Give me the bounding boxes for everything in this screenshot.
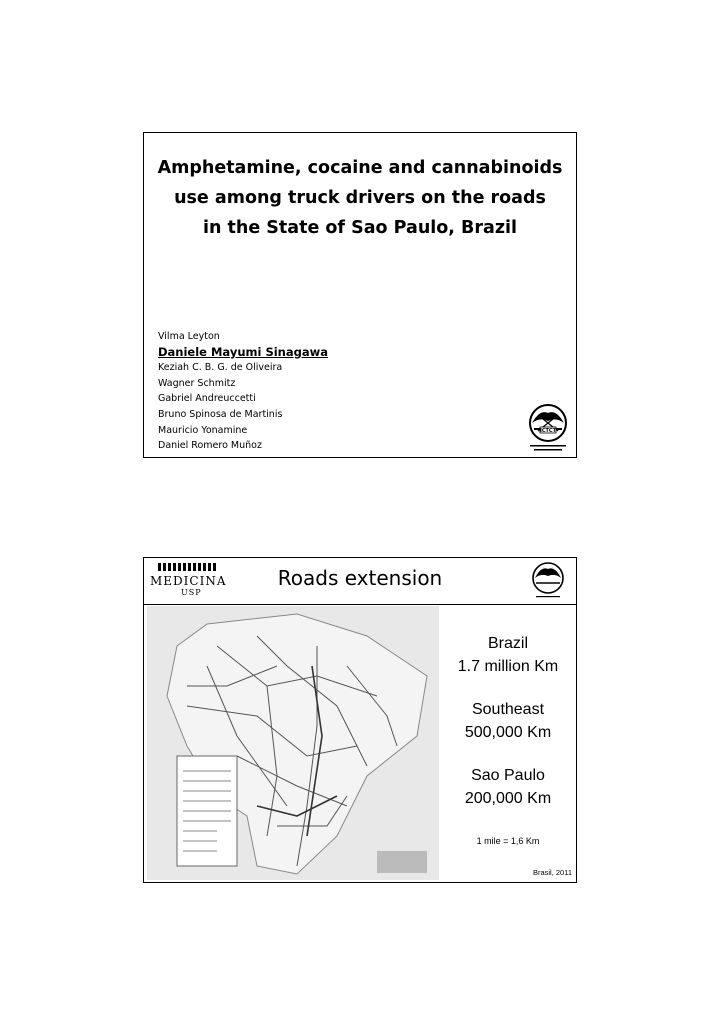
slide-title: Roads extension <box>277 566 443 590</box>
logo-subtext: USP <box>181 588 202 597</box>
stat-value: 1.7 million Km <box>457 658 559 675</box>
author: Daniel Romero Muñoz <box>158 440 262 452</box>
title-slide <box>143 132 577 458</box>
stat-region: Southeast <box>471 701 545 718</box>
author: Gabriel Andreuccetti <box>158 393 256 405</box>
author: Mauricio Yonamine <box>158 424 248 436</box>
author: Bruno Spinosa de Martinis <box>158 408 283 420</box>
road-statistics <box>440 632 576 830</box>
stat-southeast <box>440 698 576 744</box>
roads-slide <box>143 557 577 883</box>
author: Vilma Leyton <box>158 331 220 342</box>
stat-value: 500,000 Km <box>464 724 552 741</box>
author: Keziah C. B. G. de Oliveira <box>158 362 283 374</box>
slide-title <box>144 153 576 243</box>
presenting-author: Daniele Mayumi Sinagawa <box>158 344 328 359</box>
stat-brazil <box>440 632 576 678</box>
author-list <box>158 329 328 454</box>
brazil-road-map <box>147 606 439 880</box>
ictct-logo-text: ICTCT <box>539 428 557 434</box>
title-line-1: Amphetamine, cocaine and cannabinoids <box>157 158 563 178</box>
stat-region: Brazil <box>487 635 528 652</box>
unit-conversion-note: 1 mile = 1,6 Km <box>476 836 540 846</box>
logo-text: MEDICINA <box>150 574 227 588</box>
road-map-image <box>147 606 439 880</box>
title-line-3: in the State of Sao Paulo, Brazil <box>202 218 518 238</box>
ictct-logo <box>526 403 570 455</box>
stat-value: 200,000 Km <box>464 790 552 807</box>
slide-header <box>144 558 576 605</box>
stat-region: Sao Paulo <box>471 767 545 784</box>
title-line-2: use among truck drivers on the roads <box>174 188 546 208</box>
author: Wagner Schmitz <box>158 377 236 389</box>
source-note: Brasil, 2011 <box>532 868 572 877</box>
stat-sao-paulo <box>440 764 576 810</box>
ictct-logo <box>528 560 568 602</box>
